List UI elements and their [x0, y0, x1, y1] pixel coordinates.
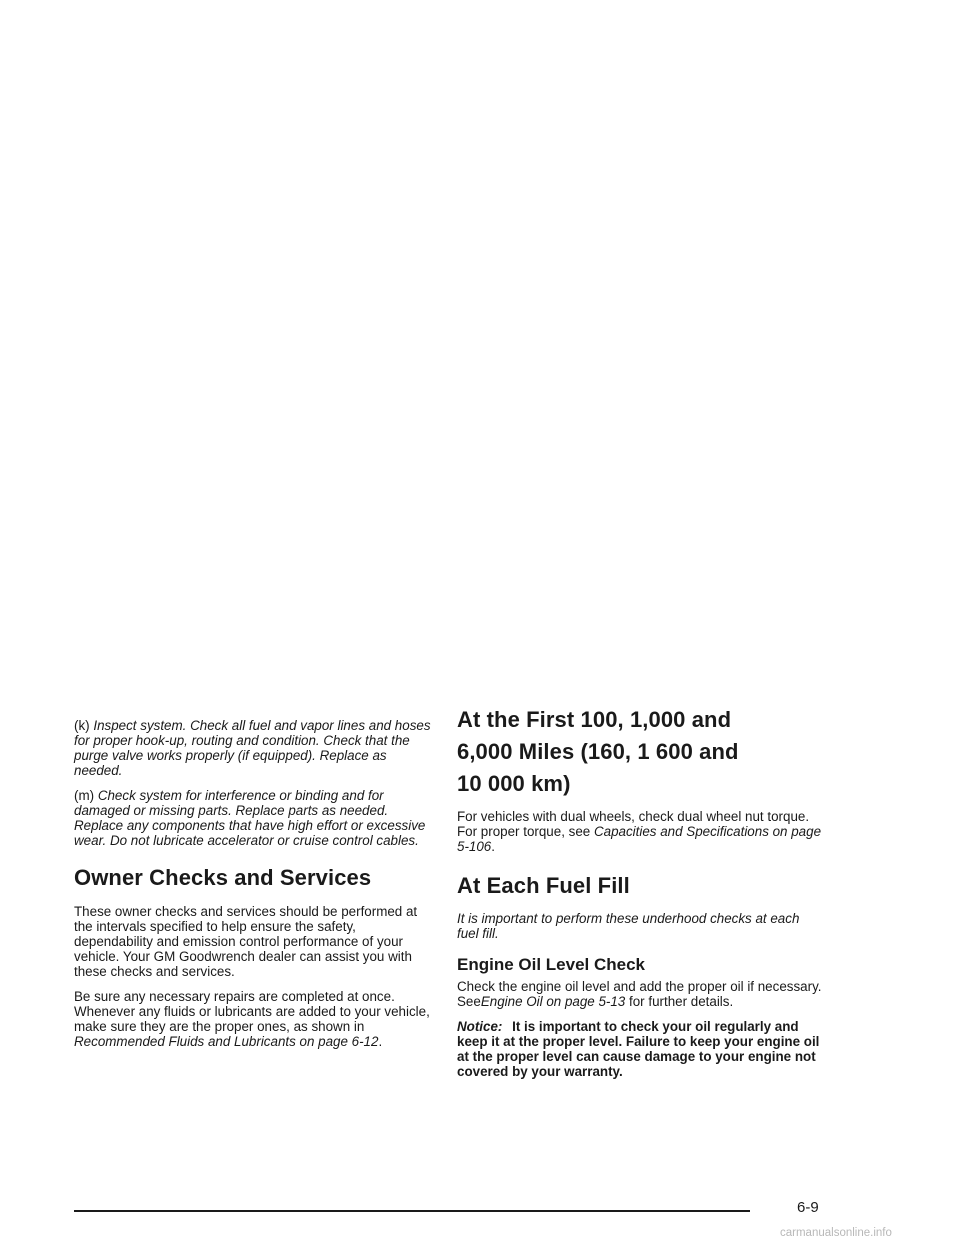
notice-para: [457, 1019, 823, 1079]
first-miles-heading: [457, 704, 823, 800]
first-miles-para-text: For vehicles with dual wheels, check dual wheel nut torque. For proper torque, see: [457, 809, 810, 839]
first-miles-para-end: .: [491, 839, 495, 854]
item-k-marker: (k): [74, 718, 90, 733]
first-miles-heading-line-3: 10 000 km): [457, 771, 571, 796]
first-miles-heading-line-2: 6,000 Miles (160, 1 600 and: [457, 739, 739, 764]
owner-checks-heading: Owner Checks and Services: [74, 865, 372, 890]
watermark: carmanualsonline.info: [780, 1227, 892, 1239]
item-k: [74, 718, 436, 778]
engine-oil-para-text: Check the engine oil level and add the proper oil if necessary. See: [457, 979, 822, 1009]
page-number: 6-9: [797, 1199, 819, 1216]
owner-para-2-text: Be sure any necessary repairs are completed at once. Whenever any fluids or lubricants are added to your vehicle, make sure they are the proper ones, as shown in: [74, 989, 430, 1034]
engine-oil-link[interactable]: Engine Oil on page 5-13: [480, 994, 626, 1009]
capacities-specs-link[interactable]: Capacities and Specifications on page 5-106: [457, 824, 822, 854]
owner-checks-para-2: [74, 989, 436, 1049]
left-column: [74, 718, 436, 1049]
engine-oil-para-end: for further details.: [629, 994, 734, 1009]
notice-text: It is important to check your oil regularly and keep it at the proper level. Failure to keep your engine oil at the proper level can cause damage to your engine not covered by your warranty.: [457, 1019, 820, 1079]
item-m-text: Check system for interference or binding and for damaged or missing parts. Replace parts as needed. Replace any components that have high effort or excessive wear. Do not lubricate accelerator or cruise control cables.: [74, 788, 426, 848]
engine-oil-heading: Engine Oil Level Check: [457, 955, 646, 974]
fluids-lubricants-link[interactable]: Recommended Fluids and Lubricants on page 6-12: [74, 1034, 379, 1049]
right-column: [457, 704, 823, 1079]
engine-oil-para: [457, 979, 823, 1009]
fuel-fill-heading: At Each Fuel Fill: [457, 873, 630, 898]
item-m-marker: (m): [74, 788, 95, 803]
owner-para-2-end: .: [378, 1034, 383, 1049]
first-miles-heading-line-1: At the First 100, 1,000 and: [457, 707, 732, 732]
fuel-fill-para: It is important to perform these underhood checks at each fuel fill.: [457, 911, 800, 941]
item-m: [74, 788, 436, 848]
item-k-text: Inspect system. Check all fuel and vapor lines and hoses for proper hook-up, routing and condition. Check that the purge valve works properly (if equipped). Replace as needed.: [74, 718, 431, 778]
notice-label: Notice:: [457, 1019, 503, 1034]
owner-checks-para-1: These owner checks and services should be performed at the intervals specified to help ensure the safety, dependability and emission control performance of your vehicle. Your GM Goodwrench dealer can assist you with these checks and services.: [74, 904, 418, 979]
first-miles-para: [457, 809, 823, 854]
footer-rule: [74, 1210, 750, 1212]
